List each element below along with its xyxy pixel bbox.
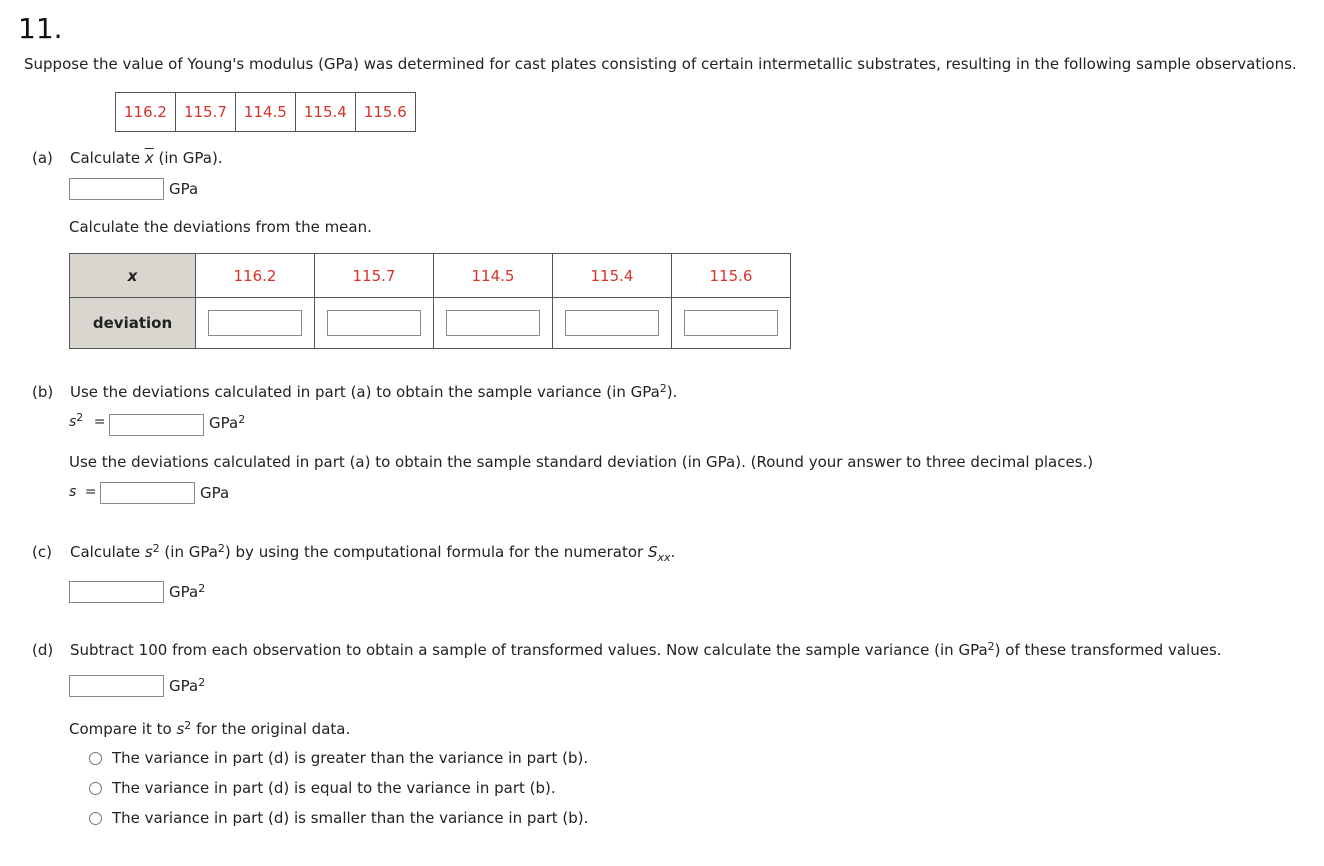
- sxx-subscript: xx: [657, 551, 671, 564]
- deviation-input[interactable]: [684, 310, 778, 336]
- option-equal-radio[interactable]: [89, 782, 102, 795]
- x-header: [70, 254, 196, 298]
- deviation-cell: [553, 298, 672, 349]
- superscript: 2: [184, 719, 192, 732]
- part-c-label: (c): [32, 543, 52, 561]
- option-smaller-radio[interactable]: [89, 812, 102, 825]
- superscript: 2: [76, 411, 84, 424]
- observation-cell: 116.2: [116, 93, 176, 132]
- observation-cell: 115.6: [355, 93, 415, 132]
- superscript: 2: [217, 542, 225, 555]
- part-a-label: (a): [32, 149, 53, 167]
- deviation-cell: [434, 298, 553, 349]
- variance-input[interactable]: [109, 414, 204, 436]
- superscript: 2: [659, 382, 667, 395]
- observation-cell: 115.4: [295, 93, 355, 132]
- deviation-input[interactable]: [208, 310, 302, 336]
- part-a-prompt: [32, 149, 223, 167]
- x-bar-symbol: $\overline{x}$: [144, 149, 154, 167]
- part-a-text: Calculate: [70, 149, 145, 167]
- x-value-cell: 115.4: [553, 254, 672, 298]
- x-value-cell: 114.5: [434, 254, 553, 298]
- sd-unit: GPa: [200, 484, 230, 502]
- variance-unit: [209, 414, 245, 432]
- computational-variance-input[interactable]: [69, 581, 164, 603]
- mean-unit: GPa: [169, 180, 199, 198]
- part-d-text: Subtract 100 from each observation to obtain a sample of transformed values. Now calculate the sample variance (in GPa: [70, 641, 988, 659]
- s-symbol: s: [176, 720, 185, 738]
- deviation-input[interactable]: [565, 310, 659, 336]
- s-symbol: s: [69, 414, 77, 430]
- part-d-label: (d): [32, 641, 54, 659]
- part-c-text: (in GPa: [159, 543, 218, 561]
- observation-cell: 115.7: [175, 93, 235, 132]
- unit-text: GPa: [169, 583, 199, 601]
- part-d-text-end: ) of these transformed values.: [994, 641, 1222, 659]
- sd-prompt: Use the deviations calculated in part (a) to obtain the sample standard deviation (in GPa). (Round your answer to three decimal places.): [69, 453, 1094, 471]
- deviation-input[interactable]: [446, 310, 540, 336]
- superscript: 2: [238, 413, 246, 426]
- sd-input[interactable]: [100, 482, 195, 504]
- sxx-symbol: S: [647, 543, 658, 561]
- mean-input[interactable]: [69, 178, 164, 200]
- x-value-cell: 115.7: [315, 254, 434, 298]
- deviation-cell: [315, 298, 434, 349]
- option-smaller-label[interactable]: The variance in part (d) is smaller than the variance in part (b).: [112, 809, 589, 827]
- superscript: 2: [152, 542, 160, 555]
- question-number: 11.: [18, 12, 63, 45]
- part-c-end: .: [670, 543, 676, 561]
- transformed-variance-input[interactable]: [69, 675, 164, 697]
- part-c-prompt: [32, 542, 676, 564]
- option-equal-label[interactable]: The variance in part (d) is equal to the variance in part (b).: [112, 779, 556, 797]
- equals-sign: =: [93, 414, 106, 430]
- superscript: 2: [198, 582, 206, 595]
- s-symbol: s: [144, 543, 153, 561]
- s2-label: [69, 411, 106, 430]
- unit-text: GPa: [169, 677, 199, 695]
- question-prompt: Suppose the value of Young's modulus (GPa) was determined for cast plates consisting of certain intermetallic substrates, resulting in the following sample observations.: [24, 55, 1297, 73]
- x-header-text: x: [127, 266, 138, 285]
- transformed-variance-unit: [169, 677, 205, 695]
- x-value-cell: 116.2: [196, 254, 315, 298]
- compare-text-end: for the original data.: [191, 720, 351, 738]
- part-c-text: ) by using the computational formula for the numerator: [224, 543, 648, 561]
- compare-text: Compare it to: [69, 720, 177, 738]
- deviations-prompt: Calculate the deviations from the mean.: [69, 218, 372, 236]
- s-symbol: s: [69, 484, 77, 500]
- computational-variance-unit: [169, 583, 205, 601]
- unit-text: GPa: [209, 414, 239, 432]
- deviation-input[interactable]: [327, 310, 421, 336]
- equals-sign: =: [84, 484, 97, 500]
- superscript: 2: [987, 640, 995, 653]
- part-d-prompt: [32, 641, 1222, 659]
- compare-prompt: [69, 720, 350, 738]
- part-b-text-end: ).: [666, 383, 678, 401]
- observation-cell: 114.5: [235, 93, 295, 132]
- x-value-cell: 115.6: [672, 254, 791, 298]
- part-a-text-end: (in GPa).: [153, 149, 223, 167]
- s-label: [69, 484, 96, 500]
- option-greater-label[interactable]: The variance in part (d) is greater than the variance in part (b).: [112, 749, 589, 767]
- part-b-prompt: [32, 383, 677, 401]
- part-b-text: Use the deviations calculated in part (a) to obtain the sample variance (in GPa: [70, 383, 660, 401]
- part-c-text: Calculate: [70, 543, 145, 561]
- deviation-header: deviation: [70, 298, 196, 349]
- option-greater-radio[interactable]: [89, 752, 102, 765]
- deviations-table: [69, 253, 791, 349]
- deviation-cell: [196, 298, 315, 349]
- deviation-cell: [672, 298, 791, 349]
- superscript: 2: [198, 676, 206, 689]
- observations-table: [115, 92, 416, 132]
- part-b-label: (b): [32, 383, 54, 401]
